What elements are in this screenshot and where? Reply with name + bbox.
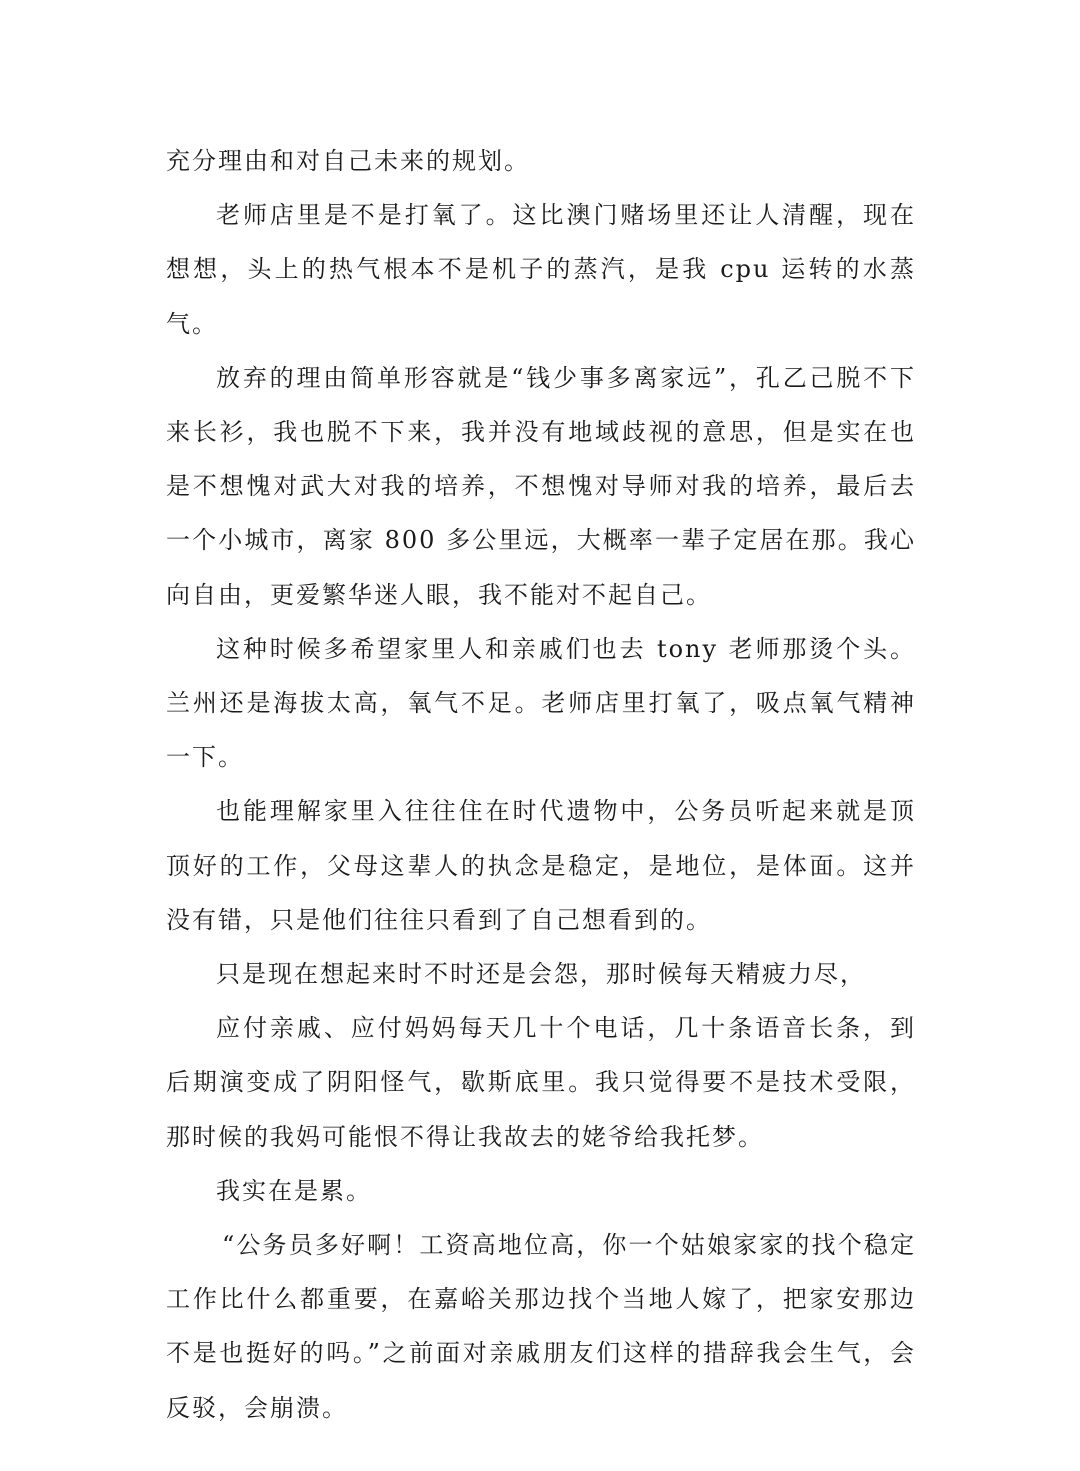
- paragraph-9: “公务员多好啊！工资高地位高，你一个姑娘家家的找个稳定工作比什么都重要，在嘉峪关那边找个当地人嫁了，把家安那边不是也挺好的吗。”之前面对亲戚朋友们这样的措辞我会生气，会反驳，会崩溃。: [166, 1231, 916, 1422]
- paragraph-4: 这种时候多希望家里人和亲戚们也去 tony 老师那烫个头。兰州还是海拔太高，氧气不足。老师店里打氧了，吸点氧气精神一下。: [166, 634, 916, 772]
- paragraph-3: 放弃的理由简单形容就是“钱少事多离家远”，孔乙己脱不下来长衫，我也脱不下来，我并没有地域歧视的意思，但是实在也是不想愧对武大对我的培养，不想愧对导师对我的培养，最后去一个小城市，离家 800 多公里远，大概率一辈子定居在那。我心向自由，更爱繁华迷人眼，我不能对不起自己。: [166, 363, 916, 609]
- paragraph-8: 我实在是累。: [216, 1176, 372, 1205]
- paragraph-6: 只是现在想起来时不时还是会怨，那时候每天精疲力尽，: [216, 960, 866, 989]
- document-body: [166, 134, 916, 1435]
- paragraph-5: 也能理解家里入往往住在时代遗物中，公务员听起来就是顶顶好的工作，父母这辈人的执念是稳定，是地位，是体面。这并没有错，只是他们往往只看到了自己想看到的。: [166, 797, 916, 934]
- paragraph-2: 老师店里是不是打氧了。这比澳门赌场里还让人清醒，现在想想，头上的热气根本不是机子的蒸汽，是我 cpu 运转的水蒸气。: [166, 201, 916, 338]
- paragraph-1: 充分理由和对自己未来的规划。: [166, 147, 530, 175]
- paragraph-7: 应付亲戚、应付妈妈每天几十个电话，几十条语音长条，到后期演变成了阴阳怪气，歇斯底里。我只觉得要不是技术受限，那时候的我妈可能恨不得让我故去的姥爷给我托梦。: [166, 1014, 916, 1151]
